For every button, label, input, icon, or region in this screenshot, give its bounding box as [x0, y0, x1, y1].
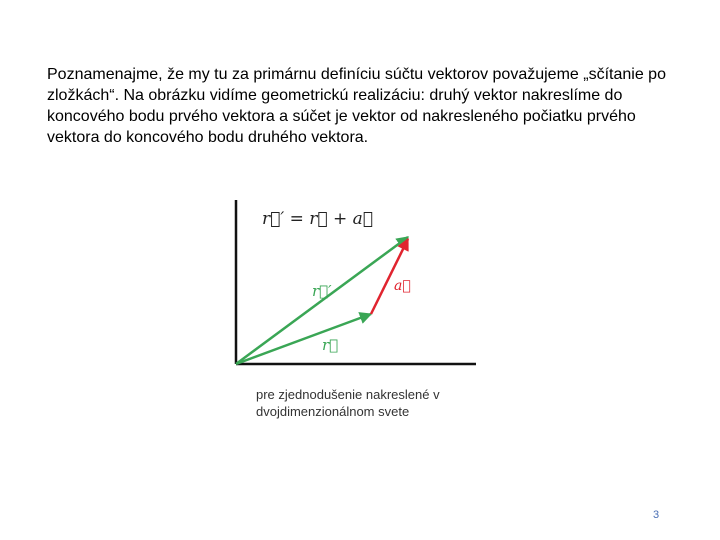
- vector-r: [236, 314, 371, 364]
- page-number: 3: [653, 509, 660, 521]
- label-a: a⃗: [394, 278, 411, 294]
- vector-addition-diagram: [226, 192, 486, 372]
- label-r: r⃗: [322, 336, 339, 354]
- label-r-prime: r⃗′: [312, 282, 332, 300]
- body-paragraph: Poznamenajme, že my tu za primárnu definíciu súčtu vektorov považujeme „sčítanie po zložkách“. Na obrázku vidíme geometrickú realizáciu: druhý vektor nakreslíme do koncového bodu prvého vektora a súčet je vektor od nakresleného počiatku prvého vektora do koncového bodu druhého vektora.: [47, 66, 666, 146]
- figure-caption: pre zjednodušenie nakreslené v dvojdimenzionálnom svete: [256, 387, 440, 419]
- equation-label: r⃗′ = r⃗ + a⃗: [262, 209, 373, 229]
